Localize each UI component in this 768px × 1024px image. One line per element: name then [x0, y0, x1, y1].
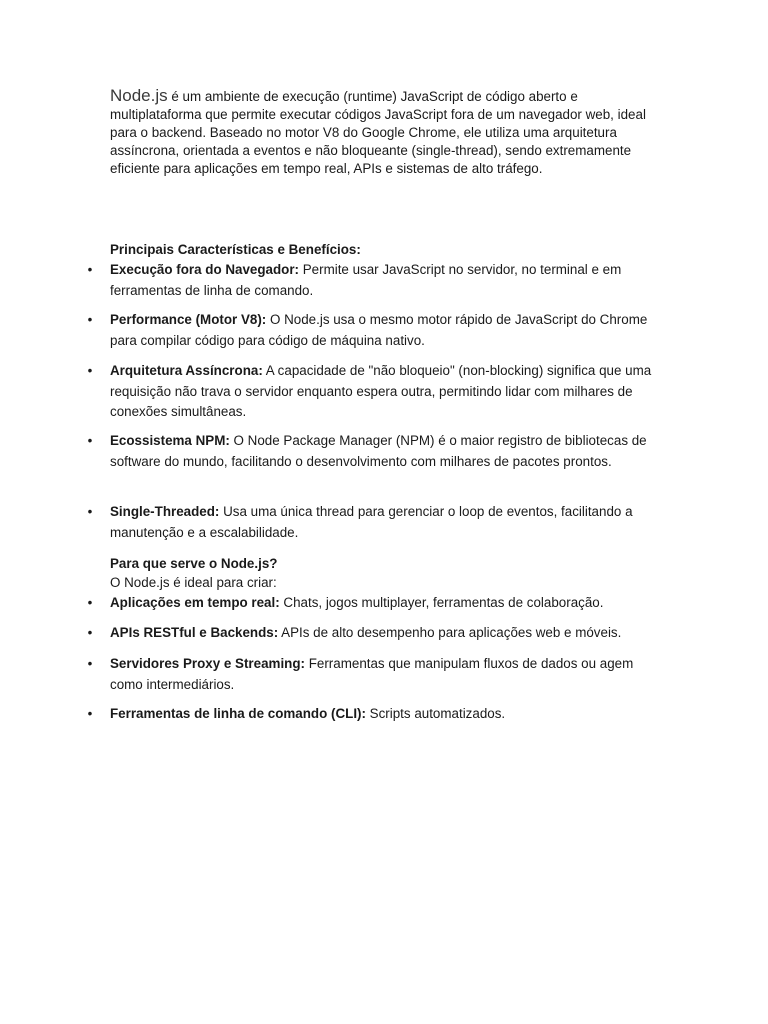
- use-item-lead: APIs RESTful e Backends:: [110, 625, 279, 640]
- use-item-lead: Aplicações em tempo real:: [110, 595, 280, 610]
- bullet-icon: •: [87, 504, 93, 519]
- bullet-icon: •: [87, 312, 93, 327]
- feature-item-text: A capacidade de "não bloqueio" (non-blocking) significa que uma requisição não trava o servidor enquanto espera outra, permitindo lidar com milhares de conexões simultâneas.: [110, 363, 652, 419]
- feature-item-text: O Node Package Manager (NPM) é o maior registro de bibliotecas de software do mundo, facilitando o desenvolvimento com milhares de pacotes prontos.: [110, 433, 647, 469]
- intro-term: Node.js: [110, 86, 168, 105]
- use-item-text: APIs de alto desempenho para aplicações web e móveis.: [278, 625, 622, 640]
- intro-paragraph: [110, 87, 658, 178]
- feature-item-lead: Performance (Motor V8):: [110, 312, 267, 327]
- feature-item-text: Permite usar JavaScript no servidor, no terminal e em ferramentas de linha de comando.: [110, 262, 622, 298]
- use-item-lead: Servidores Proxy e Streaming:: [110, 656, 305, 671]
- bullet-icon: •: [87, 706, 93, 721]
- bullet-icon: •: [87, 625, 93, 640]
- use-item: [87, 623, 662, 644]
- bullet-icon: •: [87, 262, 93, 277]
- bullet-icon: •: [87, 656, 93, 671]
- intro-text: é um ambiente de execução (runtime) JavaScript de código aberto e multiplataforma que permite executar códigos JavaScript fora de um navegador web, ideal para o backend. Baseado no motor V8 do Google Chrome, ele utiliza uma arquitetura assíncrona, orientada a eventos e não bloqueante (single-thread), sendo extremamente eficiente para aplicações em tempo real, APIs e sistemas de alto tráfego.: [110, 89, 646, 176]
- bullet-icon: •: [87, 433, 93, 448]
- feature-item: [87, 502, 662, 543]
- use-item-text: Scripts automatizados.: [365, 706, 506, 721]
- use-item: [87, 704, 662, 725]
- feature-item-lead: Ecossistema NPM:: [110, 433, 230, 448]
- uses-heading: Para que serve o Node.js?: [110, 556, 278, 571]
- feature-item-text: O Node.js usa o mesmo motor rápido de JavaScript do Chrome para compilar código para código de máquina nativo.: [110, 312, 648, 348]
- features-heading: Principais Características e Benefícios:: [110, 242, 361, 257]
- feature-item: [87, 431, 662, 472]
- feature-item: [87, 361, 662, 423]
- use-item: [87, 593, 662, 614]
- feature-item-lead: Execução fora do Navegador:: [110, 262, 300, 277]
- use-item: [87, 654, 662, 695]
- feature-item: [87, 310, 662, 351]
- use-item-text: Chats, jogos multiplayer, ferramentas de colaboração.: [279, 595, 604, 610]
- feature-item-lead: Single-Threaded:: [110, 504, 220, 519]
- feature-item-lead: Arquitetura Assíncrona:: [110, 363, 263, 378]
- bullet-icon: •: [87, 595, 93, 610]
- uses-subheading: O Node.js é ideal para criar:: [110, 575, 277, 590]
- feature-item-text: Usa uma única thread para gerenciar o loop de eventos, facilitando a manutenção e a escalabilidade.: [110, 504, 633, 540]
- use-item-lead: Ferramentas de linha de comando (CLI):: [110, 706, 366, 721]
- feature-item: [87, 260, 662, 301]
- use-item-text: Ferramentas que manipulam fluxos de dados ou agem como intermediários.: [110, 656, 634, 692]
- bullet-icon: •: [87, 363, 93, 378]
